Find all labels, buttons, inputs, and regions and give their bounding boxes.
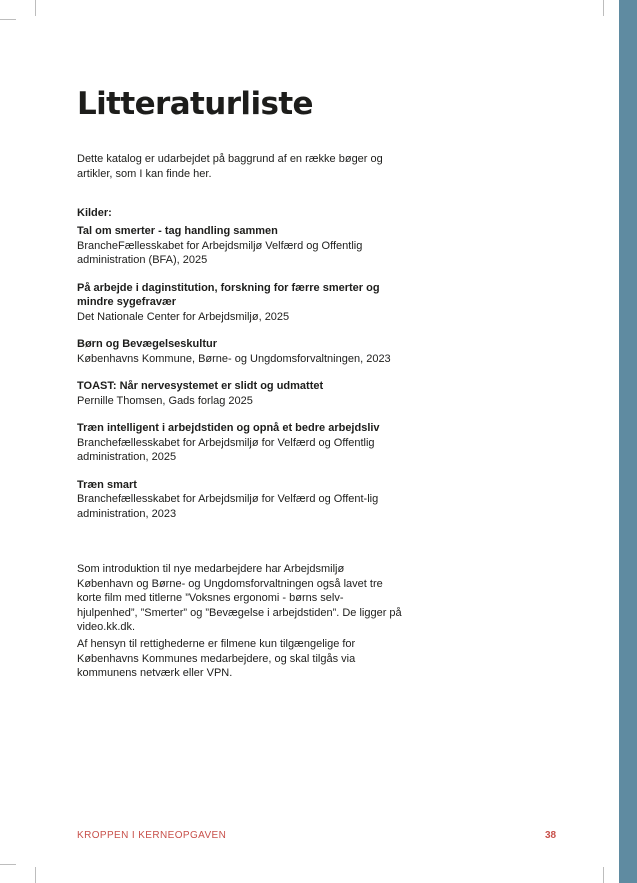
rights-paragraph: Af hensyn til rettighederne er filmene kun tilgængelige for Københavns Kommunes medarbejdere, og skal tilgås via kommunens netværk eller VPN.: [77, 638, 356, 679]
source-meta: BrancheFællesskabet for Arbejdsmiljø Velfærd og Offentlig administration (BFA), 2025: [77, 239, 363, 266]
source-title: Tal om smerter - tag handling sammen: [77, 225, 278, 237]
crop-mark: [0, 864, 16, 865]
film-intro-paragraph: Som introduktion til nye medarbejdere har Arbejdsmiljø København og Børne- og Ungdomsforvaltningen også lavet tre korte film med titlerne ”Voksnes ergonomi - børns selv-hjulpenhed”, ”Smerter” og ”Bevægelse i arbejdstiden”. De ligger på video.kk.dk.: [77, 563, 402, 633]
source-item: [77, 421, 402, 465]
source-meta: Københavns Kommune, Børne- og Ungdomsforvaltningen, 2023: [77, 352, 391, 365]
footer-label: KROPPEN I KERNEOPGAVEN: [77, 830, 227, 841]
crop-mark: [35, 867, 36, 883]
source-title: På arbejde i daginstitution, forskning for færre smerter og mindre sygefravær: [77, 281, 380, 308]
source-item: [77, 224, 402, 268]
crop-mark: [603, 0, 604, 16]
page-number: 38: [545, 830, 557, 841]
source-title: Træn intelligent i arbejdstiden og opnå et bedre arbejdsliv: [77, 422, 380, 434]
source-meta: Branchefællesskabet for Arbejdsmiljø for Velfærd og Offentlig administration, 2025: [77, 436, 375, 463]
side-color-bar: [619, 0, 637, 883]
source-item: [77, 337, 402, 366]
source-meta: Det Nationale Center for Arbejdsmiljø, 2025: [77, 310, 290, 323]
page-title: Litteraturliste: [77, 86, 313, 122]
source-item: [77, 478, 402, 522]
sources-list: [77, 224, 402, 534]
crop-mark: [0, 19, 16, 20]
source-item: [77, 281, 402, 325]
intro-paragraph: Dette katalog er udarbejdet på baggrund af en række bøger og artikler, som I kan finde her.: [77, 153, 383, 180]
source-title: TOAST: Når nervesystemet er slidt og udmattet: [77, 380, 324, 392]
crop-mark: [35, 0, 36, 16]
source-meta: Branchefællesskabet for Arbejdsmiljø for Velfærd og Offent-lig administration, 2023: [77, 493, 379, 520]
sources-heading: Kilder:: [77, 207, 112, 219]
source-title: Børn og Bevægelseskultur: [77, 338, 217, 350]
source-title: Træn smart: [77, 478, 137, 491]
source-item: [77, 379, 402, 408]
crop-mark: [603, 867, 604, 883]
source-meta: Pernille Thomsen, Gads forlag 2025: [77, 394, 253, 407]
